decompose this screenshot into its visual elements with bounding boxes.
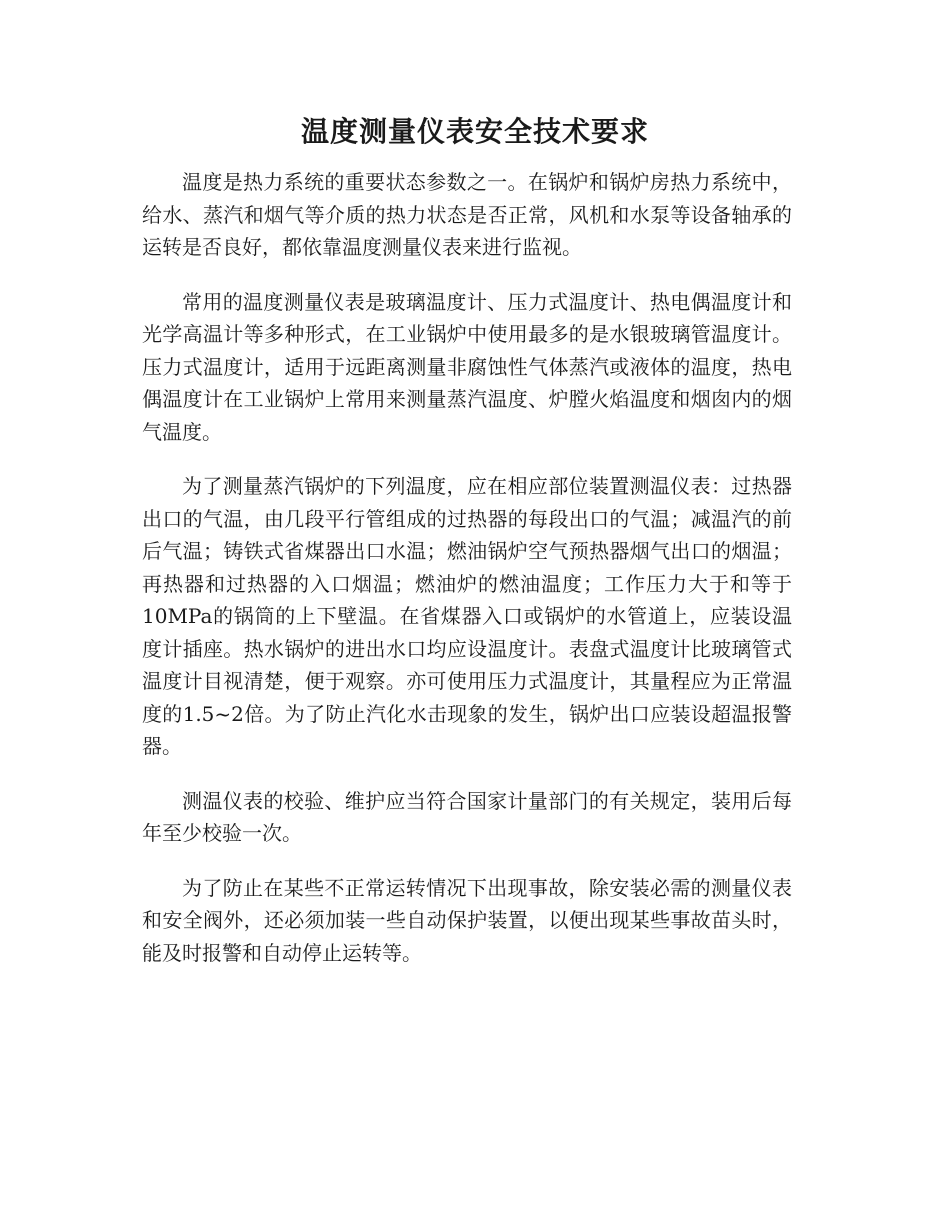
document-body (142, 166, 792, 991)
paragraph-2: 常用的温度测量仪表是玻璃温度计、压力式温度计、热电偶温度计和光学高温计等多种形式，在工业锅炉中使用最多的是水银玻璃管温度计。压力式温度计，适用于远距离测量非腐蚀性气体蒸汽或液体的温度，热电偶温度计在工业锅炉上常用来测量蒸汽温度、炉膛火焰温度和烟囱内的烟气温度。 (142, 289, 792, 444)
paragraph-1: 温度是热力系统的重要状态参数之一。在锅炉和锅炉房热力系统中，给水、蒸汽和烟气等介质的热力状态是否正常，风机和水泵等设备轴承的运转是否良好，都依靠温度测量仪表来进行监视。 (142, 170, 792, 259)
document-title: 温度测量仪表安全技术要求 (300, 115, 649, 148)
paragraph-5: 为了防止在某些不正常运转情况下出现事故，除安装必需的测量仪表和安全阀外，还必须加装一些自动保护装置，以便出现某些事故苗头时，能及时报警和自动停止运转等。 (142, 875, 792, 965)
paragraph-4: 测温仪表的校验、维护应当符合国家计量部门的有关规定，装用后每年至少校验一次。 (142, 788, 792, 845)
paragraph-3: 为了测量蒸汽锅炉的下列温度，应在相应部位装置测温仪表：过热器出口的气温，由几段平行管组成的过热器的每段出口的气温；减温汽的前后气温；铸铁式省煤器出口水温；燃油锅炉空气预热器烟气出口的烟温；再热器和过热器的入口烟温；燃油炉的燃油温度；工作压力大于和等于10MPa的锅筒的上下壁温。在省煤器入口或锅炉的水管道上，应装设温度计插座。热水锅炉的进出水口均应设温度计。表盘式温度计比玻璃管式温度计目视清楚，便于观察。亦可使用压力式温度计，其量程应为正常温度的1.5~2倍。为了防止汽化水击现象的发生，锅炉出口应装设超温报警器。 (142, 474, 792, 758)
